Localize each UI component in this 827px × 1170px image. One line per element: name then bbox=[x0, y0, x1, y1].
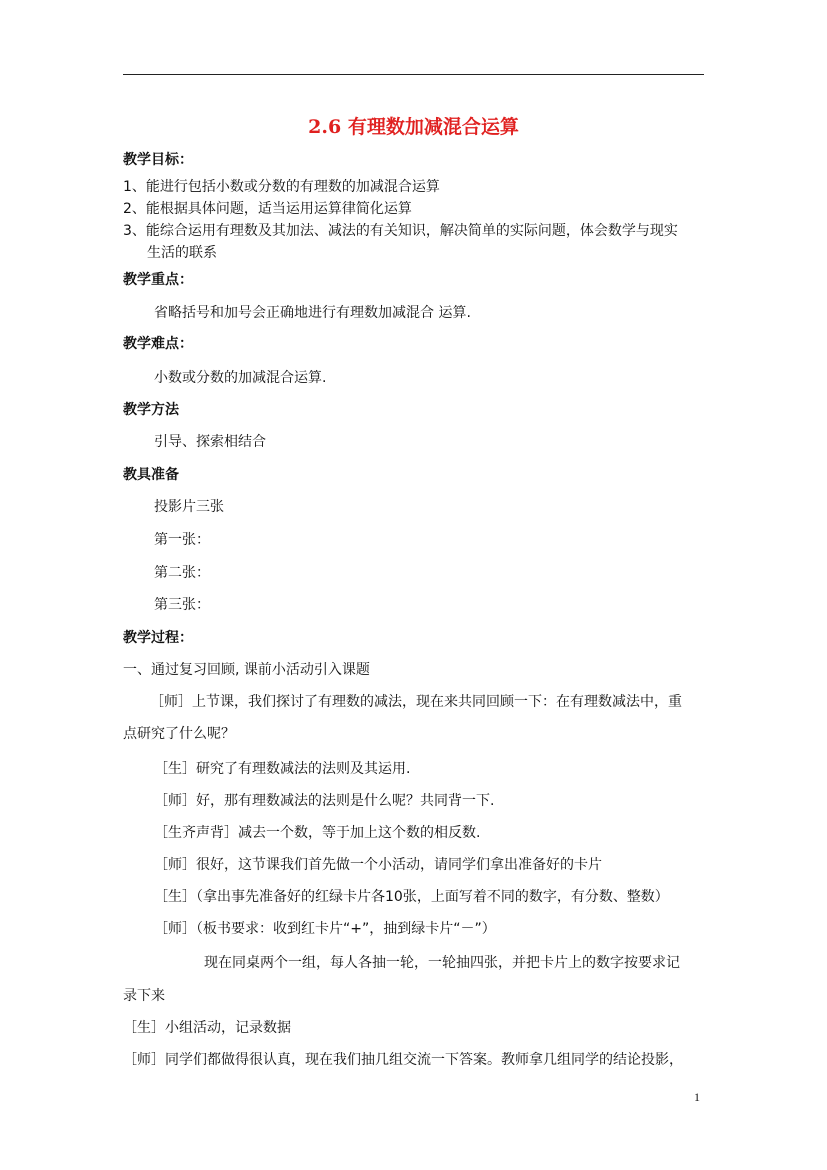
process-line: 点研究了什么呢？ bbox=[123, 726, 235, 742]
tools-line: 第二张： bbox=[154, 565, 210, 581]
tools-line: 第一张： bbox=[154, 532, 210, 548]
process-line: ［师］上节课，我们探讨了有理数的减法，现在来共同回顾一下：在有理数减法中，重 bbox=[150, 694, 682, 710]
page-title: 2.6 有理数加减混合运算 bbox=[308, 116, 519, 138]
key-points-text: 省略括号和加号会正确地进行有理数加减混合 运算. bbox=[154, 305, 471, 321]
process-line: ［师］（板书要求：收到红卡片“+”，抽到绿卡片“－”） bbox=[154, 921, 496, 937]
process-line: ［生］（拿出事先准备好的红绿卡片各10张，上面写着不同的数字，有分数、整数） bbox=[154, 889, 669, 905]
process-line: 现在同桌两个一组，每人各抽一轮，一轮抽四张，并把卡片上的数字按要求记 bbox=[204, 955, 680, 971]
goal-item: 3、能综合运用有理数及其加法、减法的有关知识，解决简单的实际问题，体会数学与现实 bbox=[123, 223, 678, 239]
process-line: ［师］好，那有理数减法的法则是什么呢？共同背一下. bbox=[154, 793, 495, 809]
tools-heading: 教具准备 bbox=[123, 467, 179, 483]
key-points-heading: 教学重点： bbox=[123, 272, 193, 288]
method-heading: 教学方法 bbox=[123, 402, 179, 418]
process-line: ［生齐声背］减去一个数，等于加上这个数的相反数. bbox=[154, 825, 481, 841]
process-section-title: 一、通过复习回顾, 课前小活动引入课题 bbox=[123, 662, 370, 678]
process-heading: 教学过程： bbox=[123, 630, 193, 646]
process-line: ［生］小组活动，记录数据 bbox=[123, 1020, 291, 1036]
difficulties-heading: 教学难点： bbox=[123, 336, 193, 352]
process-line: ［师］很好，这节课我们首先做一个小活动，请同学们拿出准备好的卡片 bbox=[154, 857, 602, 873]
process-line: ［生］研究了有理数减法的法则及其运用. bbox=[154, 761, 411, 777]
header-rule bbox=[123, 74, 704, 75]
goal-item: 1、能进行包括小数或分数的有理数的加减混合运算 bbox=[123, 179, 440, 195]
process-line: ［师］同学们都做得很认真，现在我们抽几组交流一下答案。教师拿几组同学的结论投影， bbox=[123, 1052, 683, 1068]
tools-line: 投影片三张 bbox=[154, 499, 224, 515]
goal-item: 2、能根据具体问题，适当运用运算律简化运算 bbox=[123, 201, 412, 217]
difficulties-text: 小数或分数的加减混合运算. bbox=[154, 370, 327, 386]
goals-heading: 教学目标： bbox=[123, 152, 193, 168]
tools-line: 第三张： bbox=[154, 597, 210, 613]
page-number: 1 bbox=[694, 1090, 700, 1104]
process-line: 录下来 bbox=[123, 988, 165, 1004]
goal-item-continuation: 生活的联系 bbox=[147, 245, 217, 261]
method-text: 引导、探索相结合 bbox=[154, 434, 266, 450]
